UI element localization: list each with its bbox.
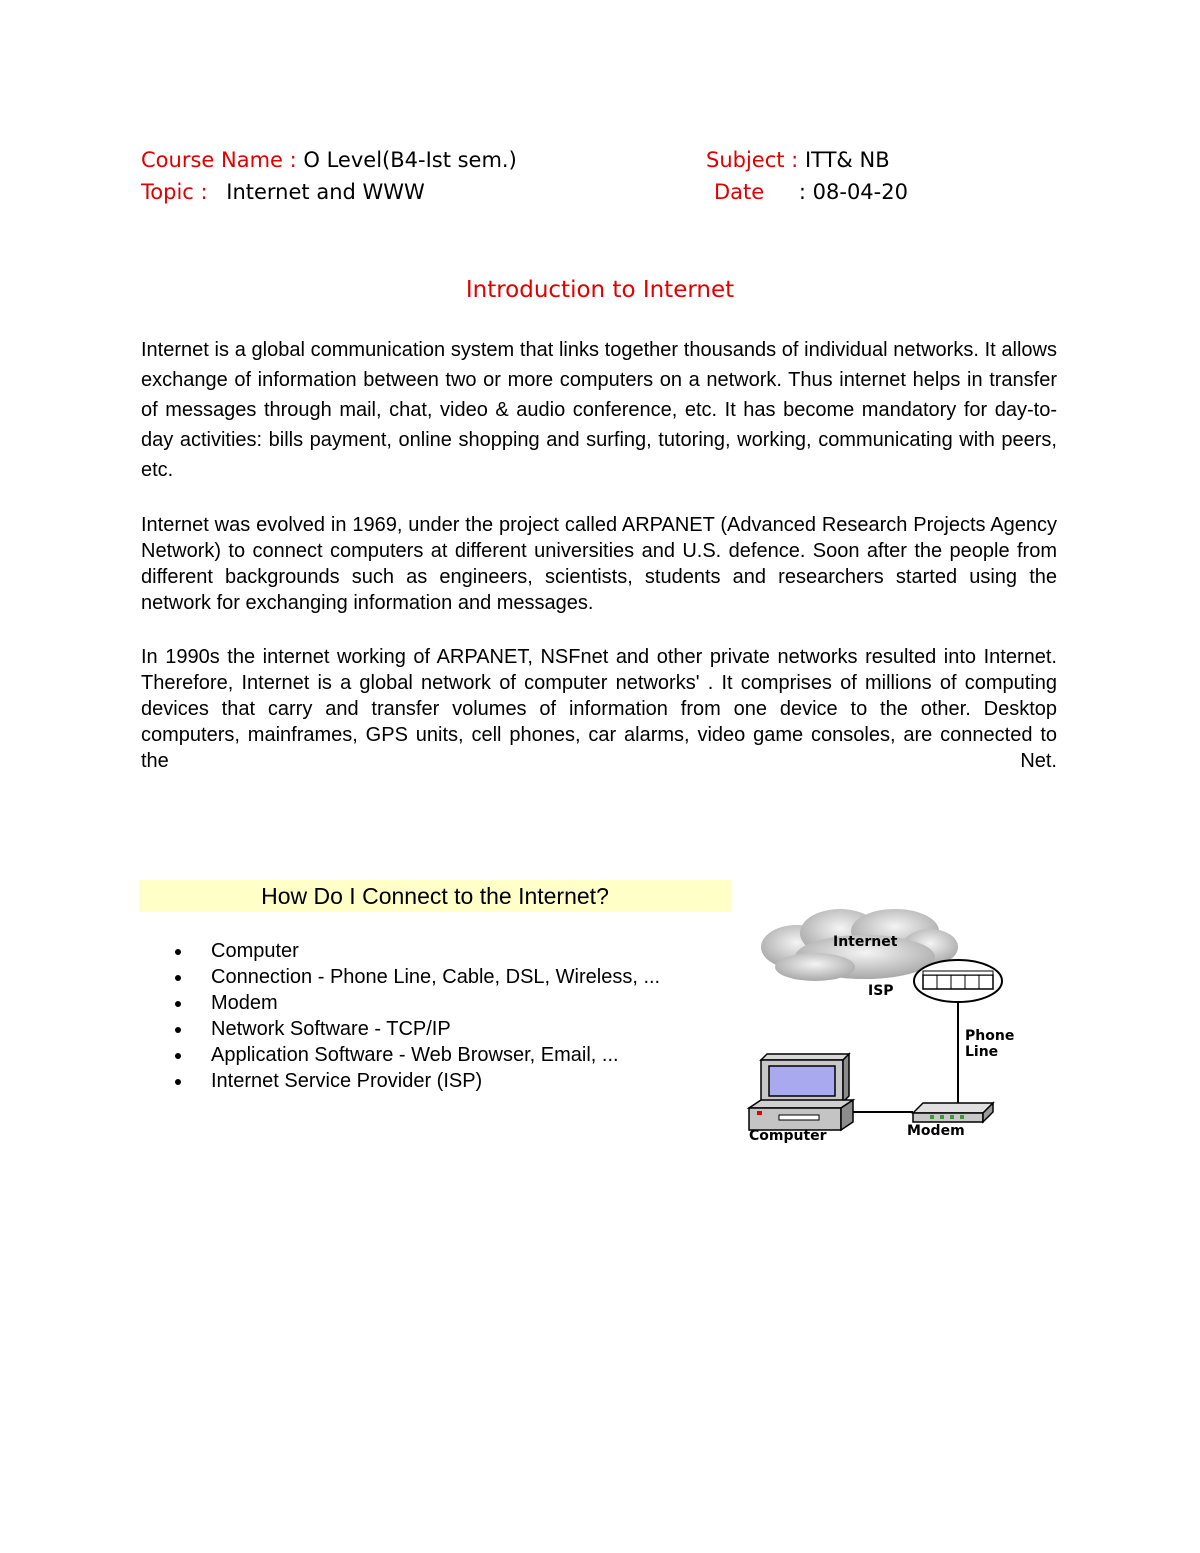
list-item-text: Application Software - Web Browser, Email, ... <box>211 1044 619 1066</box>
bullet-icon <box>175 1001 181 1007</box>
topic-label: Topic : <box>141 180 208 204</box>
list-item <box>170 964 660 990</box>
isp-label: ISP <box>868 983 894 999</box>
course-name-value: O Level(B4-Ist sem.) <box>303 148 517 172</box>
subject-row <box>706 147 890 173</box>
course-name-label: Course Name : <box>141 148 297 172</box>
list-item-text: Modem <box>211 992 278 1014</box>
list-item <box>170 1068 660 1094</box>
list-item-text: Computer <box>211 940 299 962</box>
bullet-icon <box>175 949 181 955</box>
connect-list <box>170 938 660 1094</box>
connect-heading: How Do I Connect to the Internet? <box>139 880 731 912</box>
modem-icon <box>913 1103 993 1122</box>
internet-label: Internet <box>833 934 898 950</box>
computer-label: Computer <box>749 1128 827 1144</box>
list-item <box>170 1016 660 1042</box>
course-name-row <box>141 147 517 173</box>
subject-value: ITT& NB <box>804 148 890 172</box>
bullet-icon <box>175 1079 181 1085</box>
subject-label: Subject : <box>706 148 799 172</box>
bullet-icon <box>175 975 181 981</box>
date-row <box>714 179 908 205</box>
isp-hub-icon <box>914 960 1002 1002</box>
phone-label: Phone <box>965 1028 1015 1044</box>
paragraph-history: Internet was evolved in 1969, under the project called ARPANET (Advanced Research Projects Agency Network) to connect computers at different universities and U.S. defence. Soon after the people from different backgrounds such as engineers, scientists, students and researchers started using the network for exchanging information and messages. <box>141 514 1057 614</box>
topic-row <box>141 179 425 205</box>
date-label: Date <box>714 180 765 204</box>
topic-value: Internet and WWW <box>226 180 425 204</box>
list-item <box>170 1042 660 1068</box>
paragraph-evolution: In 1990s the internet working of ARPANET, NSFnet and other private networks resulted into Internet. Therefore, Internet is a global network of computer networks' . It comprises of millions of computing devices that carry and transfer volumes of information from one device to the other. Desktop computers, mainframes, GPS units, cell phones, car alarms, video game consoles, are connected to the Net. <box>141 646 1057 772</box>
connection-diagram <box>745 905 1045 1150</box>
page-title: Introduction to Internet <box>465 277 735 303</box>
list-item <box>170 990 660 1016</box>
bullet-icon <box>175 1027 181 1033</box>
modem-label: Modem <box>907 1123 965 1139</box>
date-value: : 08-04-20 <box>798 180 908 204</box>
list-item-text: Connection - Phone Line, Cable, DSL, Wireless, ... <box>211 966 661 988</box>
paragraph-intro: Internet is a global communication system that links together thousands of individual networks. It allows exchange of information between two or more computers on a network. Thus internet helps in transfer of messages through mail, chat, video & audio conference, etc. It has become mandatory for day-to-day activities: bills payment, online shopping and surfing, tutoring, working, communicating with peers, etc. <box>141 339 1057 481</box>
list-item-text: Internet Service Provider (ISP) <box>211 1070 483 1092</box>
list-item-text: Network Software - TCP/IP <box>211 1018 451 1040</box>
line-label: Line <box>965 1044 999 1060</box>
list-item <box>170 938 660 964</box>
computer-icon <box>749 1054 853 1130</box>
bullet-icon <box>175 1053 181 1059</box>
